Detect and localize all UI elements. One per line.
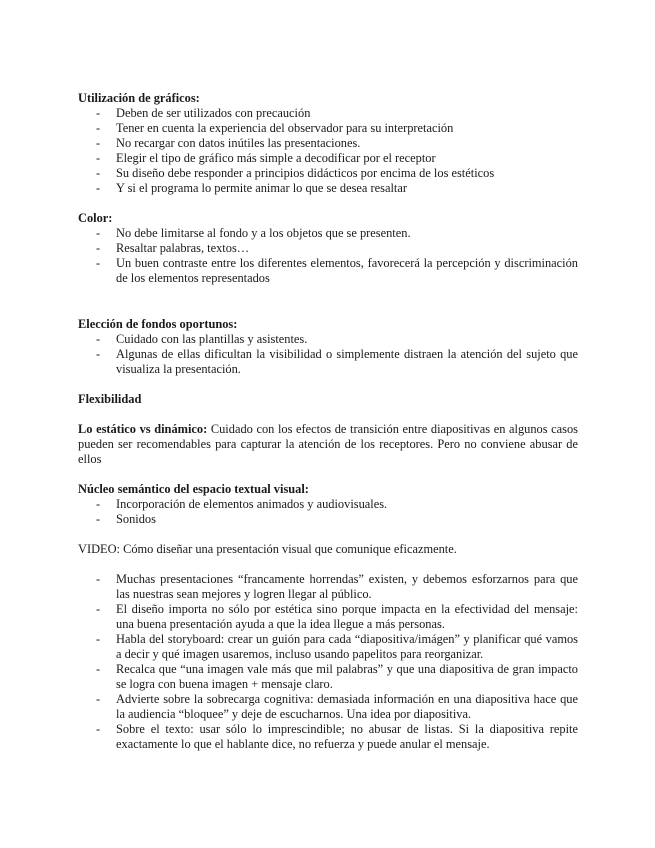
list-item: - Deben de ser utilizados con precaución [96,106,311,120]
list-item: - Y si el programa lo permite animar lo que se desea resaltar [96,181,407,195]
heading-nucleo: Núcleo semántico del espacio textual visual: [78,482,309,496]
estatico-title: Lo estático vs dinámico: [78,422,208,436]
list-nucleo [78,497,578,527]
list-graficos [78,106,578,196]
list-item: - Cuidado con las plantillas y asistentes. [96,332,308,346]
paragraph-estatico [78,422,578,467]
list-item: - Un buen contraste entre los diferentes elementos, favorecerá la percepción y discriminación de los elementos representados [96,256,578,285]
list-item: - Su diseño debe responder a principios didácticos por encima de los estéticos [96,166,495,180]
list-item: - Incorporación de elementos animados y audiovisuales. [96,497,388,511]
heading-color: Color: [78,211,113,225]
list-item: - El diseño importa no sólo por estética sino porque impacta en la efectividad del mensaje: una buena presentación ayuda a que la idea llegue a más personas. [96,602,578,631]
list-video [78,572,578,752]
heading-graficos: Utilización de gráficos: [78,91,200,105]
heading-fondos: Elección de fondos oportunos: [78,317,238,331]
list-item: - Elegir el tipo de gráfico más simple a decodificar por el receptor [96,151,436,165]
list-item: - Sobre el texto: usar sólo lo imprescindible; no abusar de listas. Si la diapositiva repite exactamente lo que el hablante dice, no refuerza y puede anular el mensaje. [96,722,578,751]
document-page [78,91,578,752]
list-item: - Habla del storyboard: crear un guión para cada “diapositiva/imágen” y planificar qué vamos a decir y qué imagen usaremos, incluso usando papelitos para reorganizar. [96,632,578,661]
list-item: - Muchas presentaciones “francamente horrendas” existen, y debemos esforzarnos para que las nuestras sean mejores y logren llegar al público. [96,572,578,601]
list-item: - No debe limitarse al fondo y a los objetos que se presenten. [96,226,411,240]
heading-flexibilidad: Flexibilidad [78,392,142,406]
list-item: - Resaltar palabras, textos… [96,241,250,255]
estatico-text: Cuidado con los efectos de transición entre diapositivas en algunos casos pueden ser recomendables para capturar la atención de los receptores. Pero no conviene abusar de ellos [78,422,578,466]
list-item: - Tener en cuenta la experiencia del observador para su interpretación [96,121,454,135]
list-fondos [78,332,578,377]
list-item: - Algunas de ellas dificultan la visibilidad o simplemente distraen la atención del sujeto que visualiza la presentación. [96,347,578,376]
list-item: - Sonidos [96,512,156,526]
list-item: - Recalca que “una imagen vale más que mil palabras” y que una diapositiva de gran impacto se logra con buena imagen + mensaje claro. [96,662,578,691]
video-intro: VIDEO: Cómo diseñar una presentación visual que comunique eficazmente. [78,542,457,556]
list-item: - Advierte sobre la sobrecarga cognitiva: demasiada información en una diapositiva hace que la audiencia “bloquee” y deje de escucharnos. Una idea por diapositiva. [96,692,578,721]
list-item: - No recargar con datos inútiles las presentaciones. [96,136,361,150]
list-color [78,226,578,286]
